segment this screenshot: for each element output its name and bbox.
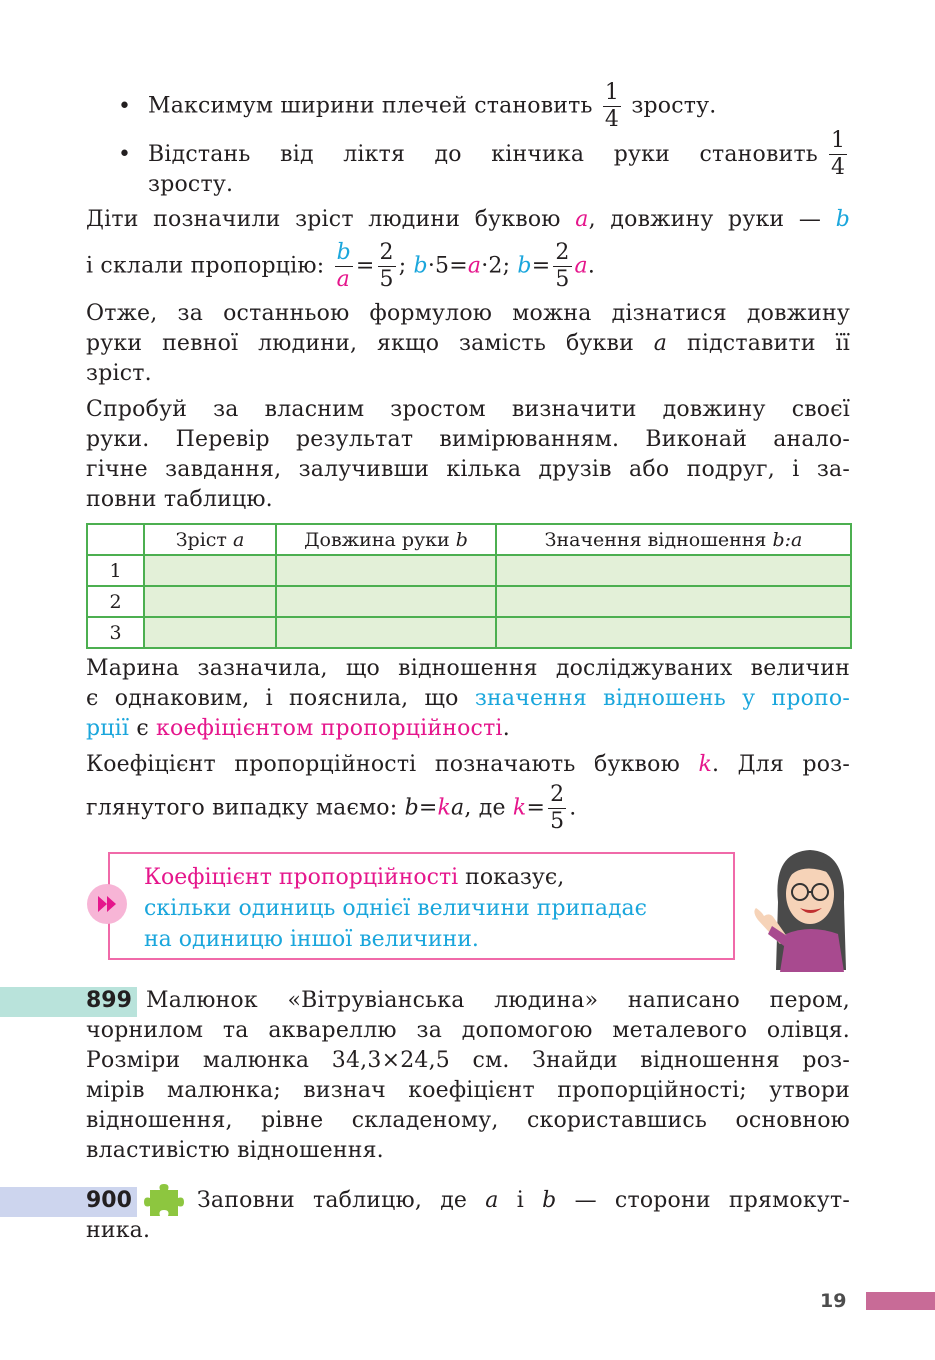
table-row	[87, 555, 851, 586]
paragraph-coefficient: Коефіцієнт пропорційності позначають буквою k. Для роз-	[86, 752, 851, 777]
fraction-one-quarter: $\frac{1}{4}$	[604, 80, 620, 132]
table-cell[interactable]	[276, 555, 496, 586]
table-cell[interactable]	[496, 617, 851, 648]
table-cell[interactable]	[496, 555, 851, 586]
table-cell[interactable]	[144, 586, 276, 617]
table-row	[87, 586, 851, 617]
table-header-cell	[87, 524, 144, 555]
fraction-two-fifths: $\frac{2}{5}$	[550, 782, 565, 834]
row-number: 3	[87, 617, 144, 648]
row-number: 2	[87, 586, 144, 617]
bullet-1: Максимум ширини плечей становить $\frac{1}{4}$ зросту.	[148, 80, 717, 132]
bullet-marker: •	[118, 94, 131, 119]
paragraph-formula-conclusion: Отже, за останньою формулою можна дізнатися довжину руки певної людини, якщо замість букви a підставити її зріст.	[86, 301, 850, 386]
fraction-two-fifths: $\frac{2}{5}$	[555, 240, 570, 292]
table-header-cell: Значення відношення b:a	[496, 524, 851, 555]
task-number: 899	[86, 988, 132, 1013]
table-header-cell: Довжина руки b	[276, 524, 496, 555]
table-header-row	[87, 524, 851, 555]
intro-line-1: Діти позначили зріст людини буквою a, довжину руки — b	[86, 207, 850, 232]
table-cell[interactable]	[276, 617, 496, 648]
fraction-two-fifths: $\frac{2}{5}$	[379, 240, 394, 292]
task-899-text: Малюнок «Вітрувіанська людина» написано пером, чорнилом та аквареллю за допомогою металевого олівця. Розміри малюнка 34,3×24,5 см. Знайди відношення роз- мірів малюнка; визнач коефіцієнт пропорційності; утвори відношення, рівне складеному, скориставшись основною властивістю відношення.	[86, 988, 850, 1163]
fraction-one-quarter: $\frac{1}{4}$	[831, 128, 846, 180]
fraction-b-over-a: $\frac{b}{a}$	[336, 240, 351, 292]
measurement-table	[86, 523, 852, 649]
page-number: 19	[820, 1290, 847, 1312]
row-number: 1	[87, 555, 144, 586]
girl-illustration	[748, 842, 858, 972]
paragraph-coefficient-example: глянутого випадку маємо: b=ka, де k= $\frac{2}{5}$ .	[86, 782, 577, 834]
intro-line-2: і склали пропорцію: $\frac{b}{a}$ = $\frac{2}{5}$ ; b·5=a·2; b= $\frac{2}{5}$ a.	[86, 240, 596, 292]
table-cell[interactable]	[496, 586, 851, 617]
textbook-page: • Максимум ширини плечей становить $\frac{1}{4}$ зросту. • Відстань від ліктя до кінчика руки становить $\frac{1}{4}$ зросту. Діти позначили зріст людини буквою a, довжину руки — b і склали пропорцію: $\frac{b}{a}$ = $\frac{2}{5}$ ; b·5=a·2; b= $\frac{2}{5}$ a. Отже, за останньою формулою можна дізнатися довжину руки певної людини, якщо замість букви a підставити її зріст. Спробуй за власним зростом визначити довжину своєї руки. Перевір результат вимірюванням. Виконай анало- гічне завдання, залучивши кілька друзів або подруг, і за- повни таблицю. Зріст a Довжина руки b Значення відношення b:a 1 2 3 Марина зазначила, що відношення досліджуваних величин є однаковим, і пояснила, що значення відношень у пропо- рції є коефіцієнтом пропорційності. Коефіцієнт пропорційності позначають буквою k. Для роз- глянутого випадку маємо: b=ka, де k= $\frac{2}{5}$ . Коефіцієнт пропорційності показує, скільки одиниць однієї величини припадає на одиницю іншої величини. 899 Малюнок «Вітрувіанська людина» написано пером, чорнилом та аквареллю за допомогою металевого олівця. Розміри малюнка 34,3×24,5 см. Знайди відношення роз- мірів малюнка; визнач коефіцієнт пропорційності; утвори відношення, рівне складеному, скориставшись основною властивістю відношення. 900 Заповни таблицю, де a і b — сторони прямокут- ника. 19	[0, 0, 935, 1360]
table-header-cell: Зріст a	[144, 524, 276, 555]
paragraph-marina-note: Марина зазначила, що відношення досліджуваних величин є однаковим, і пояснила, що значення відношень у пропо- рції є коефіцієнтом пропорційності.	[86, 656, 850, 741]
task-900-text: Заповни таблицю, де a і b — сторони прямокут- ника.	[86, 1188, 850, 1243]
table-row	[87, 617, 851, 648]
paragraph-task-instructions: Спробуй за власним зростом визначити довжину своєї руки. Перевір результат вимірюванням. Виконай анало- гічне завдання, залучивши кілька друзів або подруг, і за- повни таблицю.	[86, 397, 850, 512]
table-cell[interactable]	[144, 555, 276, 586]
bullet-marker: •	[118, 142, 131, 167]
definition-text: Коефіцієнт пропорційності показує, скільки одиниць однієї величини припадає на одиницю іншої величини.	[144, 865, 647, 952]
fast-forward-icon	[87, 884, 127, 924]
table-cell[interactable]	[276, 586, 496, 617]
table-cell[interactable]	[144, 617, 276, 648]
page-number-bar	[866, 1292, 935, 1310]
task-number: 900	[86, 1188, 132, 1213]
